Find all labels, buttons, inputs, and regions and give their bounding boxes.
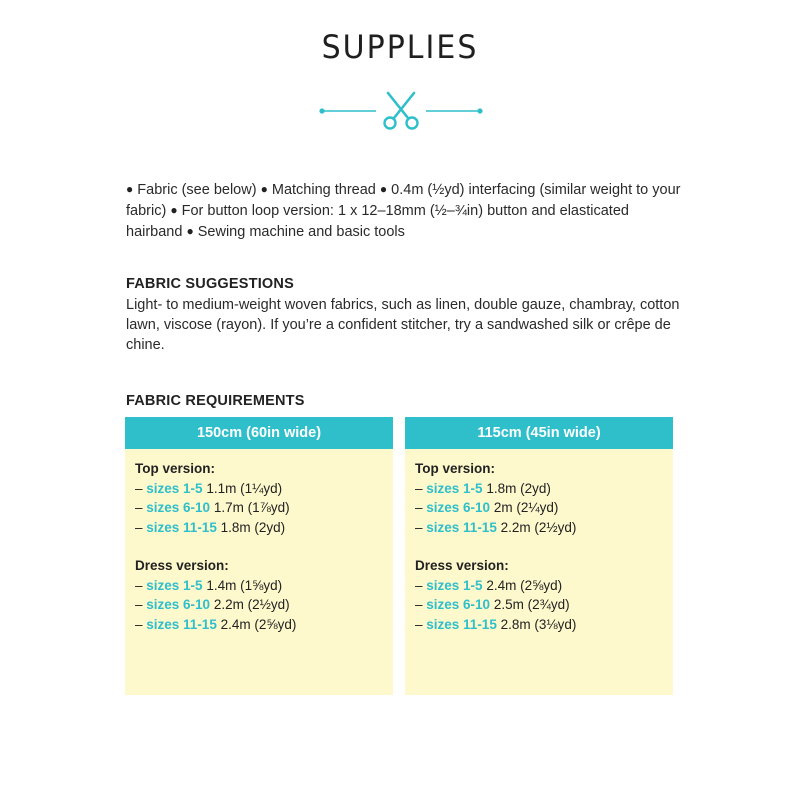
column-header: 115cm (45in wide) — [405, 417, 673, 449]
dress-version-group — [415, 556, 663, 634]
supplies-list — [126, 179, 686, 242]
supply-item: Matching thread — [271, 182, 376, 198]
size-row: – sizes 11-15 2.4m (2⅝yd) — [135, 616, 297, 632]
supply-item: For button loop version: 1 x 12–18mm (½–¾in) button and elasticated hairband — [126, 203, 629, 240]
supply-item: Fabric (see below) — [137, 182, 257, 198]
fabric-amount: 1.7m (1⅞yd) — [213, 500, 290, 515]
fabric-amount: 1.8m (2yd) — [220, 519, 286, 535]
size-row: – sizes 11-15 2.2m (2½yd) — [415, 519, 577, 535]
size-row: – sizes 11-15 1.8m (2yd) — [135, 519, 286, 535]
divider-line-left — [319, 108, 376, 113]
bullet-icon: ● — [170, 203, 178, 217]
fabric-amount: 1.4m (1⅝yd) — [206, 577, 283, 593]
fabric-amount: 2.4m (2⅝yd) — [220, 616, 297, 632]
size-label: sizes 1-5 — [146, 480, 203, 496]
size-row: – sizes 6-10 2m (2¼yd) — [415, 500, 559, 515]
fabric-suggestions-text: Light- to medium-weight woven fabrics, such as linen, double gauze, chambray, cotton lawn, viscose (rayon). If you’re a confident stitcher, try a sandwashed silk or crêpe de chine. — [126, 297, 680, 353]
size-label: sizes 11-15 — [426, 616, 497, 632]
fabric-suggestions-heading: FABRIC SUGGESTIONS — [126, 276, 294, 292]
fabric-amount: 2.8m (3⅛yd) — [500, 616, 577, 632]
fabric-amount: 2.2m (2½yd) — [213, 597, 290, 612]
bullet-icon: ● — [379, 182, 388, 196]
scissors-icon — [385, 93, 418, 129]
page-title: SUPPLIES — [321, 28, 479, 67]
size-row: – sizes 11-15 2.8m (3⅛yd) — [415, 616, 577, 632]
size-label: sizes 1-5 — [426, 577, 483, 593]
version-title: Top version: — [135, 461, 216, 476]
column-body — [125, 449, 393, 634]
fabric-amount: 2m (2¼yd) — [493, 500, 559, 515]
size-row: – sizes 6-10 1.7m (1⅞yd) — [135, 500, 290, 515]
fabric-requirements-heading: FABRIC REQUIREMENTS — [126, 393, 305, 409]
size-row: – sizes 1-5 1.8m (2yd) — [415, 480, 551, 496]
size-row: – sizes 6-10 2.2m (2½yd) — [135, 597, 290, 612]
version-title: Dress version: — [415, 558, 509, 573]
size-label: sizes 6-10 — [146, 597, 211, 612]
top-version-group — [135, 459, 383, 537]
size-label: sizes 1-5 — [426, 480, 483, 496]
supply-item: Sewing machine and basic tools — [197, 224, 405, 240]
size-label: sizes 1-5 — [146, 577, 203, 593]
fabric-amount: 2.2m (2½yd) — [500, 519, 577, 535]
fabric-amount: 2.4m (2⅝yd) — [486, 577, 563, 593]
size-label: sizes 6-10 — [426, 500, 491, 515]
dress-version-group — [135, 556, 383, 634]
size-label: sizes 11-15 — [146, 616, 217, 632]
bullet-icon: ● — [126, 182, 134, 196]
fabric-amount: 1.1m (1¼yd) — [206, 480, 283, 496]
size-row: – sizes 1-5 1.1m (1¼yd) — [135, 480, 283, 496]
size-label: sizes 11-15 — [146, 519, 217, 535]
version-title: Dress version: — [135, 558, 229, 573]
scissors-divider — [318, 90, 484, 132]
size-row: – sizes 6-10 2.5m (2¾yd) — [415, 597, 570, 612]
top-version-group — [415, 459, 663, 537]
divider-line-right — [426, 108, 483, 113]
size-row: – sizes 1-5 2.4m (2⅝yd) — [415, 577, 563, 593]
column-header: 150cm (60in wide) — [125, 417, 393, 449]
size-label: sizes 11-15 — [426, 519, 497, 535]
requirements-column-115cm — [405, 417, 673, 695]
version-title: Top version: — [415, 461, 496, 476]
supply-item: 0.4m (½yd) interfacing (similar weight to your fabric) — [126, 182, 681, 219]
size-label: sizes 6-10 — [146, 500, 211, 515]
requirements-column-150cm — [125, 417, 393, 695]
size-label: sizes 6-10 — [426, 597, 491, 612]
bullet-icon: ● — [186, 224, 194, 238]
fabric-amount: 1.8m (2yd) — [486, 480, 551, 496]
bullet-icon: ● — [260, 182, 268, 196]
size-row: – sizes 1-5 1.4m (1⅝yd) — [135, 577, 283, 593]
fabric-amount: 2.5m (2¾yd) — [493, 597, 570, 612]
column-body — [405, 449, 673, 634]
